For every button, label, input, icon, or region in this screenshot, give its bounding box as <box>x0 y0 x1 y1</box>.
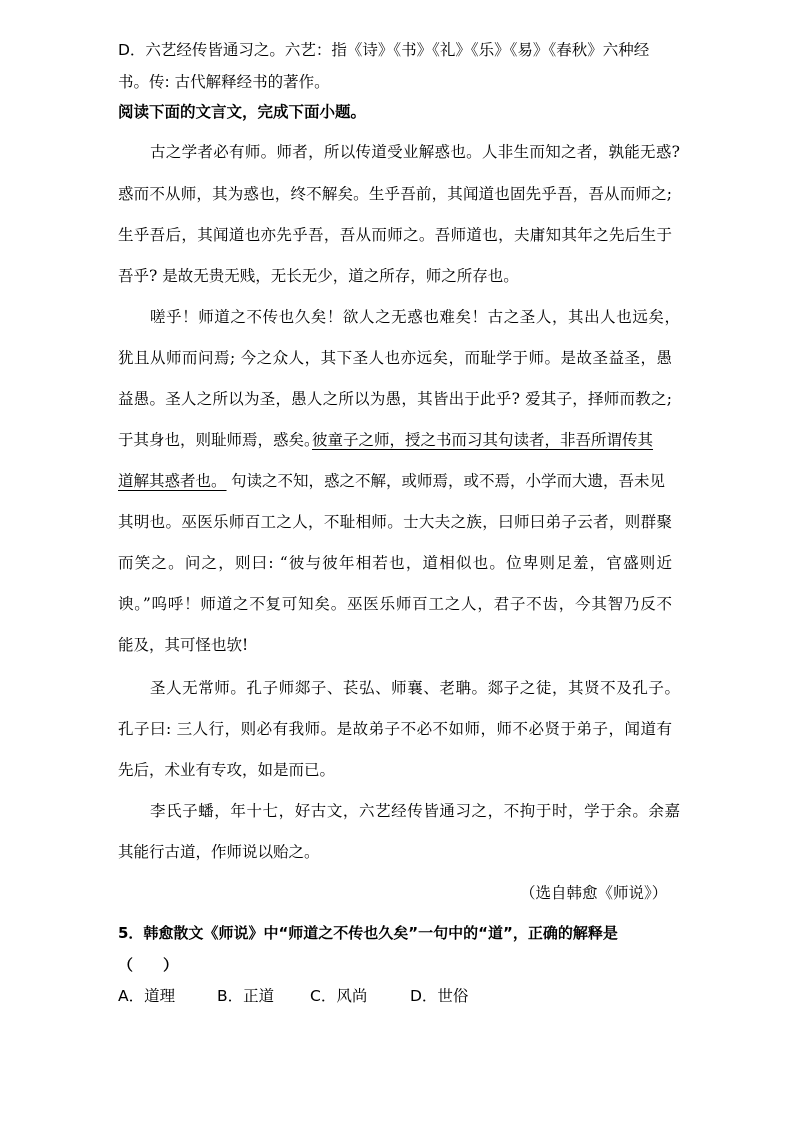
option-c: C．风尚 <box>310 987 368 1005</box>
passage-line: 犹且从师而问焉; 今之众人，其下圣人也亦远矣，而耻学于师。是故圣益圣，愚 <box>118 349 672 367</box>
passage-line: 谀。”呜呼！师道之不复可知矣。巫医乐师百工之人，君子不齿，今其智乃反不 <box>118 595 672 613</box>
reading-instruction: 阅读下面的文言文，完成下面小题。 <box>118 103 367 121</box>
passage-line: 圣人无常师。孔子师郯子、苌弘、师襄、老聃。郯子之徒，其贤不及孔子。 <box>150 679 680 697</box>
option-b: B．正道 <box>217 987 275 1005</box>
option-a: A．道理 <box>118 987 176 1005</box>
passage-line: 能及，其可怪也欤! <box>118 636 249 654</box>
passage-line: 孔子曰: 三人行，则必有我师。是故弟子不必不如师，师不必贤于弟子，闻道有 <box>118 720 672 738</box>
passage-line: 先后，术业有专攻，如是而已。 <box>118 761 336 779</box>
passage-line: 于其身也，则耻师焉，惑矣。 <box>118 431 320 449</box>
underlined-sentence-part-1: 彼童子之师，授之书而习其句读者，非吾所谓传其 <box>312 431 654 449</box>
passage-line: 生乎吾后，其闻道也亦先乎吾，吾从而师之。吾师道也，夫庸知其年之先后生于 <box>118 226 672 244</box>
option-d: D．世俗 <box>410 987 469 1005</box>
passage-source: （选自韩愈《师说》） <box>520 884 668 902</box>
passage-line: 古之学者必有师。师者，所以传道受业解惑也。人非生而知之者，孰能无惑? <box>150 143 680 161</box>
passage-line: 而笑之。问之，则曰: “彼与彼年相若也，道相似也。位卑则足羞，官盛则近 <box>118 554 672 572</box>
question-5-bracket: （ ） <box>118 956 179 974</box>
note-d-line-2: 书。传: 古代解释经书的著作。 <box>118 73 330 91</box>
passage-line: 嗟乎！师道之不传也久矣！欲人之无惑也难矣！古之圣人，其出人也远矣， <box>150 308 680 326</box>
passage-line: 李氏子蟠，年十七，好古文，六艺经传皆通习之，不拘于时，学于余。余嘉 <box>150 802 680 820</box>
underlined-sentence-part-2: 道解其惑者也。 <box>118 472 227 490</box>
passage-line: 吾乎? 是故无贵无贱，无长无少，道之所存，师之所存也。 <box>118 267 519 285</box>
passage-line: 益愚。圣人之所以为圣，愚人之所以为愚，其皆出于此乎? 爱其子，择师而教之; <box>118 390 672 408</box>
passage-line: 其能行古道，作师说以贻之。 <box>118 843 320 861</box>
passage-line: 其明也。巫医乐师百工之人，不耻相师。士大夫之族，曰师曰弟子云者，则群聚 <box>118 513 672 531</box>
question-5-stem: 5．韩愈散文《师说》中“师道之不传也久矣”一句中的“道”，正确的解释是 <box>118 924 618 942</box>
passage-line: 句读之不知，惑之不解，或师焉，或不焉，小学而大遗，吾未见 <box>231 472 666 490</box>
passage-line: 惑而不从师，其为惑也，终不解矣。生乎吾前，其闻道也固先乎吾，吾从而师之; <box>118 185 672 203</box>
note-d-line-1: D．六艺经传皆通习之。六艺：指《诗》《书》《礼》《乐》《易》《春秋》六种经 <box>118 41 650 59</box>
